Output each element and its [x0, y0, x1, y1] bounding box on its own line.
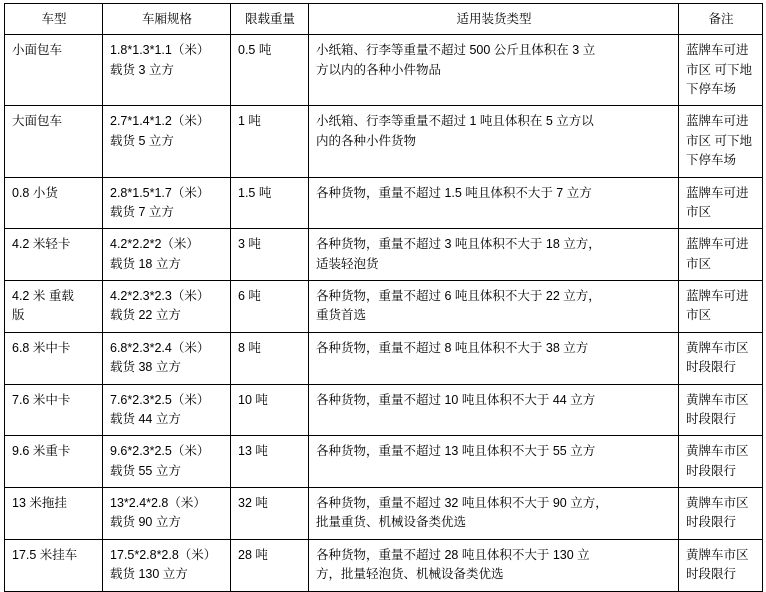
text-line: 蓝牌车可进 — [686, 185, 749, 200]
column-header-cargo-label: 适用装货类型 — [456, 12, 532, 26]
cell-spec — [103, 229, 231, 281]
cell-load — [231, 488, 309, 540]
text-line: 黄牌车市区 — [686, 496, 749, 510]
cell-remark — [679, 229, 763, 281]
text-line: 下停车场 — [686, 82, 737, 96]
column-header-spec-label: 车厢规格 — [141, 12, 192, 26]
text-line: 小面包车 — [12, 43, 63, 58]
text-line: 4.2 米轻卡 — [12, 237, 71, 252]
text-line: 载货 7 立方 — [110, 204, 174, 219]
cell-model — [5, 332, 103, 384]
text-line: 0.5 吨 — [238, 43, 272, 58]
text-line: 载货 3 立方 — [110, 62, 174, 77]
text-line: 载货 130 立方 — [110, 567, 188, 582]
cell-model — [5, 436, 103, 488]
text-line: 各种货物，重量不超过 10 吨且体积不大于 44 立方 — [316, 392, 596, 407]
column-header-cargo — [309, 4, 679, 35]
text-line: 时段限行 — [686, 411, 737, 426]
text-line: 6.8*2.3*2.4（米） — [110, 340, 210, 355]
cell-cargo — [309, 332, 679, 384]
cell-load — [231, 332, 309, 384]
cell-remark — [679, 106, 763, 177]
column-header-load — [231, 4, 309, 35]
cell-remark — [679, 384, 763, 436]
text-line: 载货 18 立方 — [110, 256, 181, 271]
cell-load — [231, 177, 309, 229]
cell-spec — [103, 281, 231, 333]
text-line: 时段限行 — [686, 360, 737, 375]
text-line: 各种货物，重量不超过 8 吨且体积不大于 38 立方 — [316, 340, 589, 355]
cell-model — [5, 229, 103, 281]
text-line: 载货 90 立方 — [110, 515, 181, 530]
cell-spec — [103, 539, 231, 591]
cell-remark — [679, 281, 763, 333]
text-line: 小纸箱、行李等重量不超过 1 吨且体积在 5 立方以 — [316, 114, 594, 129]
table-row — [5, 539, 763, 591]
table-row — [5, 436, 763, 488]
cell-cargo — [309, 177, 679, 229]
text-line: 黄牌车市区 — [686, 340, 749, 355]
text-line: 方，批量轻泡货、机械设备类优选 — [316, 567, 504, 582]
cell-load — [231, 384, 309, 436]
column-header-load-label: 限载重量 — [244, 12, 295, 26]
text-line: 黄牌车市区 — [686, 444, 749, 459]
cell-spec — [103, 488, 231, 540]
cell-cargo — [309, 488, 679, 540]
cell-model — [5, 384, 103, 436]
cell-remark — [679, 35, 763, 106]
cell-cargo — [309, 281, 679, 333]
column-header-model — [5, 4, 103, 35]
text-line: 6 吨 — [238, 289, 261, 303]
text-line: 各种货物，重量不超过 32 吨且体积不大于 90 立方， — [316, 496, 608, 510]
cell-remark — [679, 177, 763, 229]
text-line: 1 吨 — [238, 114, 261, 129]
cell-spec — [103, 35, 231, 106]
text-line: 6.8 米中卡 — [12, 340, 71, 355]
text-line: 载货 55 立方 — [110, 463, 181, 478]
text-line: 13*2.4*2.8（米） — [110, 496, 206, 510]
text-line: 市区 — [686, 204, 712, 219]
cell-cargo — [309, 229, 679, 281]
cell-load — [231, 436, 309, 488]
cell-load — [231, 106, 309, 177]
text-line: 2.8*1.5*1.7（米） — [110, 185, 210, 200]
text-line: 4.2*2.2*2（米） — [110, 237, 199, 252]
text-line: 17.5*2.8*2.8（米） — [110, 547, 217, 562]
cell-cargo — [309, 539, 679, 591]
text-line: 9.6*2.3*2.5（米） — [110, 444, 210, 459]
text-line: 市区 可下地 — [686, 62, 752, 77]
text-line: 时段限行 — [686, 463, 737, 478]
text-line: 小纸箱、行李等重量不超过 500 公斤且体积在 3 立 — [316, 43, 596, 58]
table-row — [5, 106, 763, 177]
cell-cargo — [309, 436, 679, 488]
cell-spec — [103, 332, 231, 384]
text-line: 蓝牌车可进 — [686, 43, 749, 58]
cell-model — [5, 539, 103, 591]
table-row — [5, 35, 763, 106]
text-line: 3 吨 — [238, 237, 261, 252]
cell-load — [231, 281, 309, 333]
text-line: 市区 — [686, 308, 712, 323]
text-line: 32 吨 — [238, 496, 268, 510]
table-header-row — [5, 4, 763, 35]
text-line: 下停车场 — [686, 153, 737, 168]
column-header-model-label: 车型 — [41, 12, 67, 26]
text-line: 13 吨 — [238, 444, 268, 459]
cell-spec — [103, 384, 231, 436]
cell-load — [231, 229, 309, 281]
vehicle-spec-table — [4, 3, 763, 592]
column-header-remark-label: 备注 — [708, 12, 734, 26]
text-line: 各种货物，重量不超过 6 吨且体积不大于 22 立方， — [316, 289, 601, 303]
text-line: 13 米拖挂 — [12, 496, 67, 510]
text-line: 0.8 小货 — [12, 185, 58, 200]
column-header-remark — [679, 4, 763, 35]
text-line: 黄牌车市区 — [686, 392, 749, 407]
cell-model — [5, 177, 103, 229]
cell-model — [5, 488, 103, 540]
cell-spec — [103, 436, 231, 488]
text-line: 批量重货、机械设备类优选 — [316, 515, 467, 530]
cell-cargo — [309, 35, 679, 106]
document-page — [0, 3, 766, 582]
cell-cargo — [309, 106, 679, 177]
text-line: 10 吨 — [238, 392, 268, 407]
text-line: 载货 38 立方 — [110, 360, 181, 375]
text-line: 时段限行 — [686, 567, 737, 582]
text-line: 载货 22 立方 — [110, 308, 181, 323]
text-line: 重货首选 — [316, 308, 367, 323]
text-line: 7.6 米中卡 — [12, 392, 71, 407]
table-row — [5, 229, 763, 281]
text-line: 9.6 米重卡 — [12, 444, 71, 459]
text-line: 各种货物，重量不超过 13 吨且体积不大于 55 立方 — [316, 444, 596, 459]
text-line: 各种货物，重量不超过 3 吨且体积不大于 18 立方， — [316, 237, 601, 252]
cell-remark — [679, 436, 763, 488]
text-line: 蓝牌车可进 — [686, 289, 749, 303]
cell-load — [231, 35, 309, 106]
text-line: 各种货物，重量不超过 1.5 吨且体积不大于 7 立方 — [316, 185, 592, 200]
cell-remark — [679, 488, 763, 540]
table-row — [5, 488, 763, 540]
text-line: 1.8*1.3*1.1（米） — [110, 43, 210, 58]
cell-model — [5, 35, 103, 106]
text-line: 大面包车 — [12, 114, 63, 129]
text-line: 蓝牌车可进 — [686, 237, 749, 252]
text-line: 市区 — [686, 256, 712, 271]
text-line: 2.7*1.4*1.2（米） — [110, 114, 210, 129]
table-row — [5, 177, 763, 229]
text-line: 方以内的各种小件物品 — [316, 62, 442, 77]
text-line: 版 — [12, 308, 25, 323]
text-line: 4.2*2.3*2.3（米） — [110, 289, 210, 303]
table-body — [5, 35, 763, 591]
text-line: 黄牌车市区 — [686, 547, 749, 562]
column-header-spec — [103, 4, 231, 35]
text-line: 1.5 吨 — [238, 185, 272, 200]
text-line: 内的各种小件货物 — [316, 133, 417, 148]
cell-load — [231, 539, 309, 591]
table-row — [5, 281, 763, 333]
text-line: 时段限行 — [686, 515, 737, 530]
text-line: 7.6*2.3*2.5（米） — [110, 392, 210, 407]
cell-cargo — [309, 384, 679, 436]
text-line: 适装轻泡货 — [316, 256, 379, 271]
cell-remark — [679, 332, 763, 384]
table-row — [5, 332, 763, 384]
cell-model — [5, 281, 103, 333]
text-line: 载货 44 立方 — [110, 411, 181, 426]
text-line: 28 吨 — [238, 547, 268, 562]
text-line: 载货 5 立方 — [110, 133, 174, 148]
table-row — [5, 384, 763, 436]
text-line: 4.2 米 重载 — [12, 289, 74, 303]
cell-remark — [679, 539, 763, 591]
text-line: 8 吨 — [238, 340, 261, 355]
text-line: 市区 可下地 — [686, 133, 752, 148]
text-line: 蓝牌车可进 — [686, 114, 749, 129]
cell-model — [5, 106, 103, 177]
cell-spec — [103, 106, 231, 177]
text-line: 17.5 米挂车 — [12, 547, 78, 562]
text-line: 各种货物，重量不超过 28 吨且体积不大于 130 立 — [316, 547, 590, 562]
cell-spec — [103, 177, 231, 229]
